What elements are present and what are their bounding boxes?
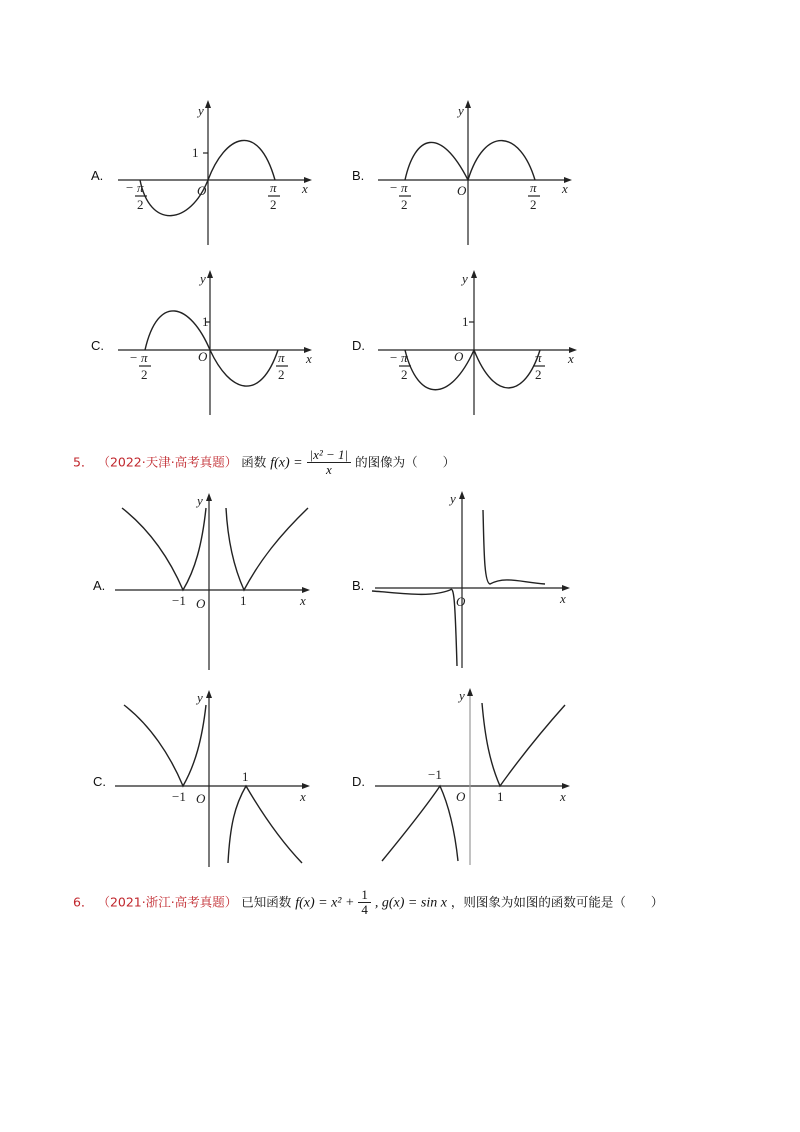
pos-pi-den: 2 xyxy=(270,197,277,212)
origin-label: O xyxy=(454,349,464,364)
y-axis-label: y xyxy=(197,493,203,508)
q5-graph-c xyxy=(110,685,320,870)
quarter-fraction xyxy=(358,888,371,918)
y-axis-label: y xyxy=(200,271,206,286)
neg-pi-den: 2 xyxy=(137,197,144,212)
question-text-after: 的图像为（ ） xyxy=(355,454,456,470)
question-source: （2021·浙江·高考真题） xyxy=(97,894,238,910)
fraction-denominator: x xyxy=(325,462,332,478)
q5-graph-b xyxy=(370,488,580,673)
question-5 xyxy=(73,448,455,478)
question-number: 5． xyxy=(73,454,94,470)
pos-pi-den: 2 xyxy=(530,197,537,212)
pos-pi: π xyxy=(270,180,277,195)
origin-label: O xyxy=(197,183,207,198)
svg-text:−: − xyxy=(126,180,134,195)
svg-text:−: − xyxy=(390,180,398,195)
option-letter-5b: B. xyxy=(352,578,365,593)
y-axis-label: y xyxy=(450,491,456,506)
option-letter-4c: C. xyxy=(91,338,104,353)
tick-neg-one: −1 xyxy=(428,767,442,782)
question-text-after: ，则图象为如图的函数可能是（ ） xyxy=(450,894,664,910)
x-axis-label: x xyxy=(568,351,574,366)
question-number: 6． xyxy=(73,894,94,910)
y-axis-label: y xyxy=(462,271,468,286)
pos-pi-den: 2 xyxy=(278,367,285,382)
x-axis-label: x xyxy=(300,593,306,608)
neg-pi-den: 2 xyxy=(401,367,408,382)
option-letter-4a: A. xyxy=(91,168,104,183)
y-axis-label: y xyxy=(197,690,203,705)
tick-pos-one: 1 xyxy=(497,789,504,804)
svg-text:−: − xyxy=(130,350,138,365)
pos-pi: π xyxy=(530,180,537,195)
neg-pi: π xyxy=(401,180,408,195)
pos-pi-den: 2 xyxy=(535,367,542,382)
function-lhs: f(x) = xyxy=(270,455,303,471)
fraction-numerator: 1 xyxy=(358,888,371,903)
y-axis-label: y xyxy=(459,688,465,703)
question-6 xyxy=(73,888,663,918)
tick-one: 1 xyxy=(202,314,209,329)
y-axis-label: y xyxy=(458,103,464,118)
y-axis-label: y xyxy=(198,103,204,118)
q4-graph-d xyxy=(370,263,585,423)
x-axis-label: x xyxy=(560,789,566,804)
origin-label: O xyxy=(456,594,466,609)
x-axis-label: x xyxy=(306,351,312,366)
svg-text:−: − xyxy=(390,350,398,365)
option-letter-5a: A. xyxy=(93,578,106,593)
q4-graph-a xyxy=(110,95,320,255)
q5-graph-d xyxy=(370,683,580,868)
origin-label: O xyxy=(196,596,206,611)
origin-label: O xyxy=(198,349,208,364)
question-text: 已知函数 xyxy=(241,894,292,910)
x-axis-label: x xyxy=(560,591,566,606)
option-letter-4d: D. xyxy=(352,338,365,353)
tick-neg-one: −1 xyxy=(172,789,186,804)
pos-pi: π xyxy=(535,350,542,365)
function-fraction xyxy=(307,448,352,478)
neg-pi: π xyxy=(401,350,408,365)
f-expression: f(x) = x² + xyxy=(295,895,355,911)
origin-label: O xyxy=(196,791,206,806)
fraction-numerator: |x² − 1| xyxy=(307,448,352,463)
neg-pi-den: 2 xyxy=(401,197,408,212)
option-letter-5d: D. xyxy=(352,774,365,789)
q4-graph-c xyxy=(110,263,320,423)
question-text: 函数 xyxy=(241,454,267,470)
g-expression: , g(x) = sin x xyxy=(374,895,447,911)
tick-pos-one: 1 xyxy=(240,593,247,608)
x-axis-label: x xyxy=(300,789,306,804)
neg-pi: π xyxy=(137,180,144,195)
neg-pi: π xyxy=(141,350,148,365)
q4-graph-b xyxy=(370,95,580,255)
fraction-denominator: 4 xyxy=(361,902,368,918)
question-source: （2022·天津·高考真题） xyxy=(97,454,238,470)
origin-label: O xyxy=(456,789,466,804)
pos-pi: π xyxy=(278,350,285,365)
origin-label: O xyxy=(457,183,467,198)
option-letter-4b: B. xyxy=(352,168,365,183)
neg-pi-den: 2 xyxy=(141,367,148,382)
x-axis-label: x xyxy=(302,181,308,196)
tick-pos-one: 1 xyxy=(242,769,249,784)
x-axis-label: x xyxy=(562,181,568,196)
q5-graph-a xyxy=(110,490,320,675)
tick-one: 1 xyxy=(192,145,199,160)
option-letter-5c: C. xyxy=(93,774,106,789)
tick-neg-one: −1 xyxy=(172,593,186,608)
tick-one: 1 xyxy=(462,314,469,329)
